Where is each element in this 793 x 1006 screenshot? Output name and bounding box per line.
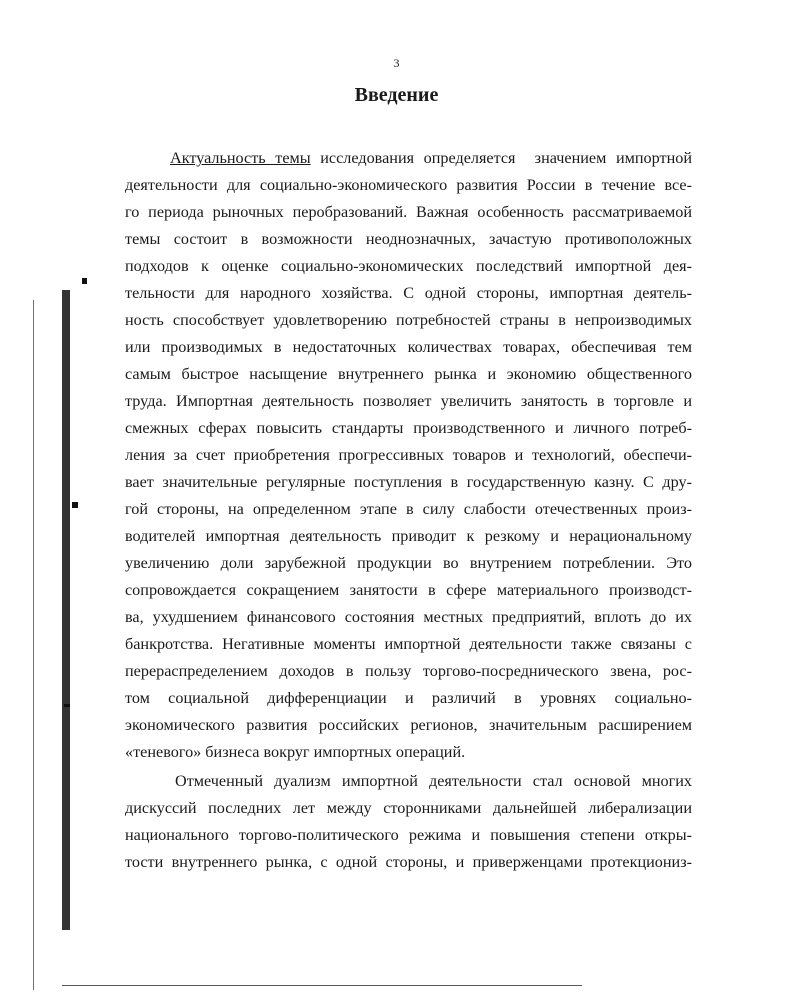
text-line: ва, ухудшением финансового состояния местных предприятий, вплоть до их [125,608,692,626]
text-line: или производимых в недостаточных количествах товарах, обеспечивая тем [125,338,692,356]
text-line: Отмеченный дуализм импортной деятельности стал основой многих [175,772,692,790]
text-line: тельности для народного хозяйства. С одной стороны, импортная деятель- [125,284,692,302]
text-line: смежных сферах повысить стандарты производственного и личного потреб- [125,419,692,437]
text-line: дискуссий последних лет между сторонниками дальнейшей либерализации [125,799,692,817]
text-line: банкротства. Негативные моменты импортной деятельности также связаны с [125,635,692,653]
text-line: водителей импортная деятельность приводит к резкому и нерациональному [125,527,692,545]
text-line: ность способствует удовлетворению потребностей страны в непроизводимых [125,311,692,329]
text-line: тости внутреннего рынка, с одной стороны, и приверженцами протекциониз- [125,853,692,871]
scan-mark [72,502,78,508]
underlined-lead: Актуальность темы [170,149,311,167]
text-line: том социальной дифференциации и различий в уровнях социально- [125,689,692,707]
text-line: труда. Импортная деятельность позволяет увеличить занятость в торговле и [125,392,692,410]
scan-mark [82,278,87,284]
text-line: темы состоит в возможности неоднозначных, зачастую противоположных [125,230,692,248]
text-line: экономического развития российских регионов, значительным расширением [125,716,692,734]
text-line: самым быстрое насыщение внутреннего рынка и экономию общественного [125,365,692,383]
text-line: сопровождается сокращением занятости в сфере материального производст- [125,581,692,599]
page-number: 3 [393,56,400,70]
text-line: гой стороны, на определенном этапе в силу слабости отечественных произ- [125,500,692,518]
text-line: вает значительные регулярные поступления в государственную казну. С дру- [125,473,692,491]
text-line: «теневого» бизнеса вокруг импортных операций. [125,743,466,761]
text-line: подходов к оценке социально-экономических последствий импортной дея- [125,257,692,275]
scan-mark [64,704,70,707]
text-line: национального торгово-политического режима и повышения степени откры- [125,826,692,844]
text-line: увеличению доли зарубежной продукции во внутрением потреблении. Это [125,554,692,572]
text-line: деятельности для социально-экономического развития России в течение все- [125,176,692,194]
text-line: ления за счет приобретения прогрессивных товаров и технологий, обеспечи- [125,446,692,464]
text-line-rest: исследования определяется значением импортной [310,149,692,167]
text-line: го периода рыночных перобразований. Важная особенность рассматриваемой [125,203,692,221]
scan-bottom-line [62,985,582,986]
page-title: Введение [354,84,439,106]
text-line: перераспределением доходов в пользу торгово-посреднического звена, рос- [125,662,692,680]
scan-edge-shadow [62,290,70,930]
text-line [170,148,692,168]
scan-edge-line [33,300,34,990]
